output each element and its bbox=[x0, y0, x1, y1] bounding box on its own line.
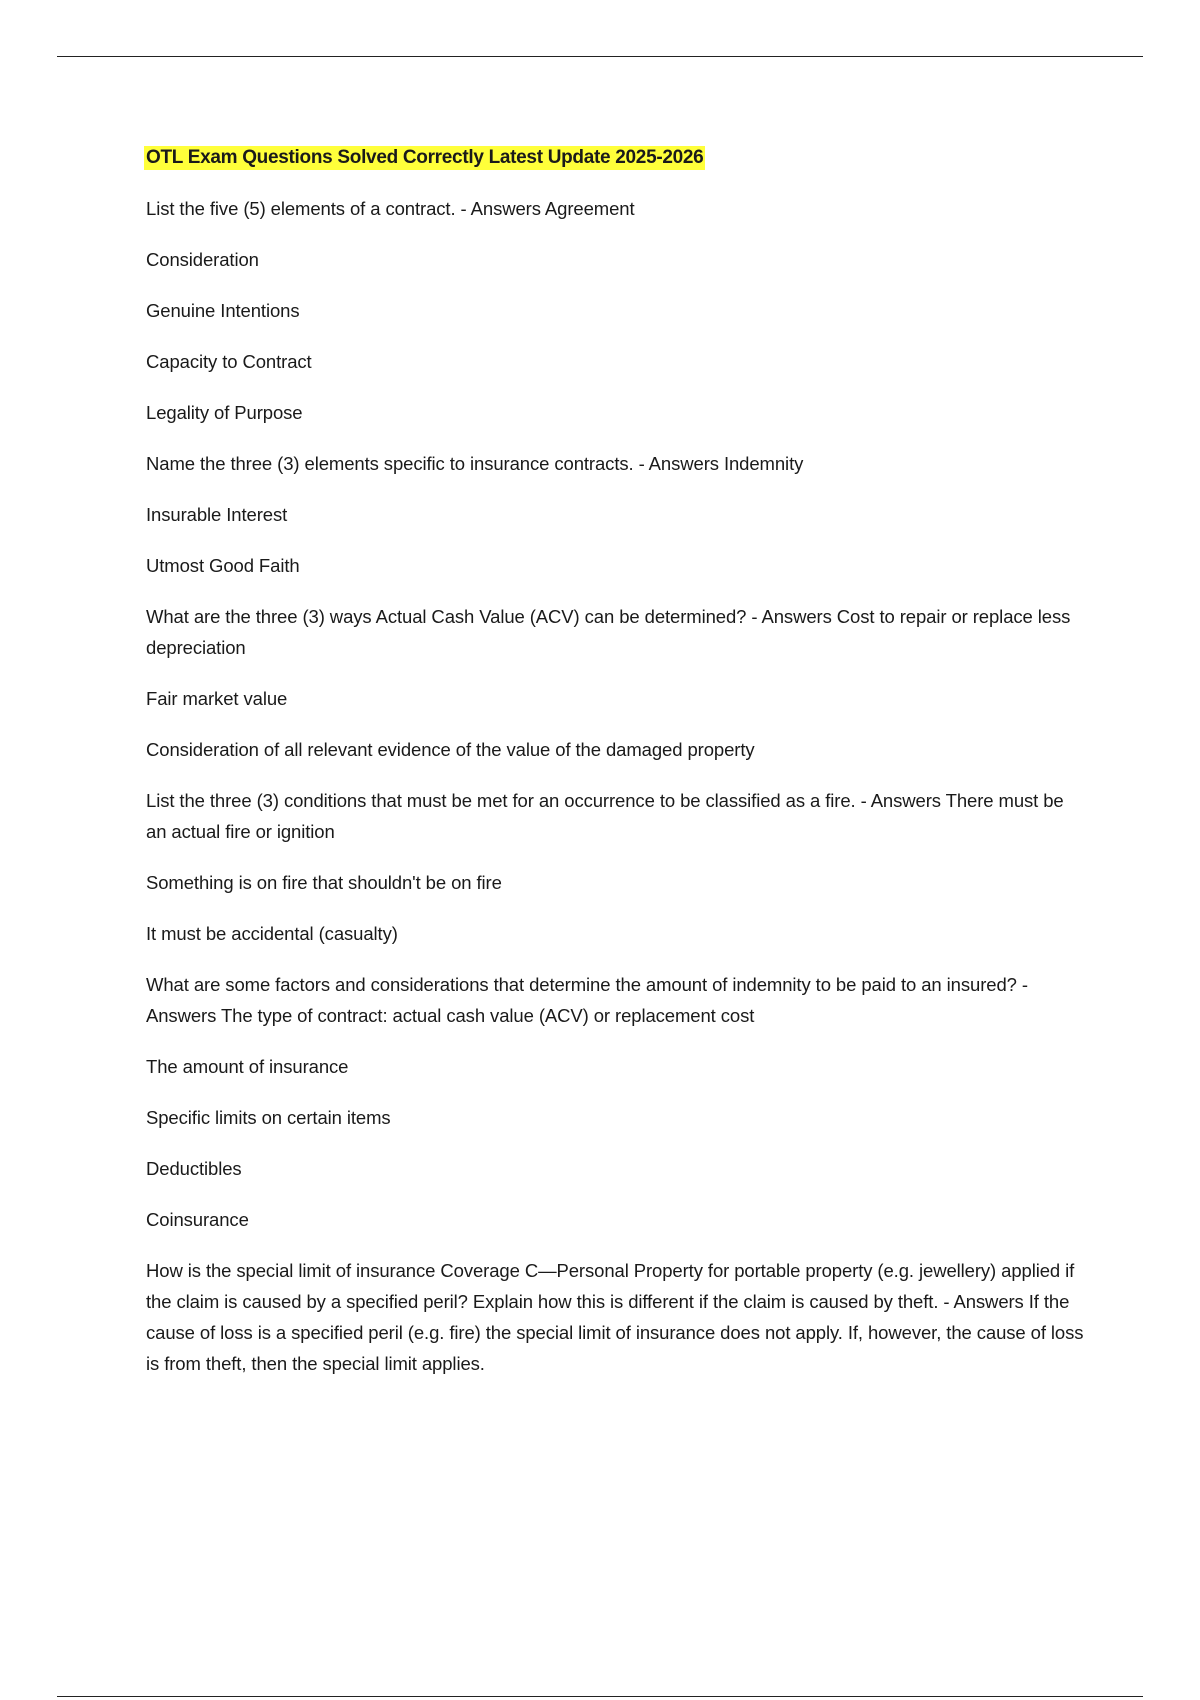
document-body bbox=[146, 146, 1086, 1399]
qa-line: Genuine Intentions bbox=[146, 300, 300, 321]
qa-list bbox=[146, 193, 1086, 1379]
footer-rule bbox=[57, 1696, 1143, 1697]
qa-line: Consideration bbox=[146, 249, 259, 270]
qa-line: Deductibles bbox=[146, 1158, 242, 1179]
qa-line: Consideration of all relevant evidence of the value of the damaged property bbox=[146, 739, 755, 760]
qa-line: What are the three (3) ways Actual Cash Value (ACV) can be determined? - Answers Cost to repair or replace less depreciation bbox=[146, 606, 1071, 658]
qa-line: It must be accidental (casualty) bbox=[146, 923, 398, 944]
qa-line: Specific limits on certain items bbox=[146, 1107, 391, 1128]
qa-line: Capacity to Contract bbox=[146, 351, 312, 372]
qa-line: The amount of insurance bbox=[146, 1056, 349, 1077]
qa-line: Insurable Interest bbox=[146, 504, 288, 525]
qa-line: Coinsurance bbox=[146, 1209, 249, 1230]
qa-line: Name the three (3) elements specific to insurance contracts. - Answers Indemnity bbox=[146, 453, 804, 474]
qa-line: List the five (5) elements of a contract. - Answers Agreement bbox=[146, 198, 635, 219]
qa-line: Fair market value bbox=[146, 688, 288, 709]
qa-line: Utmost Good Faith bbox=[146, 555, 300, 576]
qa-line: How is the special limit of insurance Coverage C—Personal Property for portable property (e.g. jewellery) applied if the claim is caused by a specified peril? Explain how this is different if the claim is caused by theft. - Answers If the cause of loss is a specified peril (e.g. fire) the special limit of insurance does not apply. If, however, the cause of loss is from theft, then the special limit applies. bbox=[146, 1260, 1084, 1374]
document-title: OTL Exam Questions Solved Correctly Latest Update 2025-2026 bbox=[146, 147, 704, 168]
header-rule bbox=[57, 56, 1143, 57]
qa-line: Legality of Purpose bbox=[146, 402, 303, 423]
qa-line: What are some factors and considerations that determine the amount of indemnity to be paid to an insured? - Answers The type of contract: actual cash value (ACV) or replacement cost bbox=[146, 974, 1028, 1026]
qa-line: Something is on fire that shouldn't be on fire bbox=[146, 872, 502, 893]
qa-line: List the three (3) conditions that must be met for an occurrence to be classified as a fire. - Answers There must be an actual fire or ignition bbox=[146, 790, 1064, 842]
